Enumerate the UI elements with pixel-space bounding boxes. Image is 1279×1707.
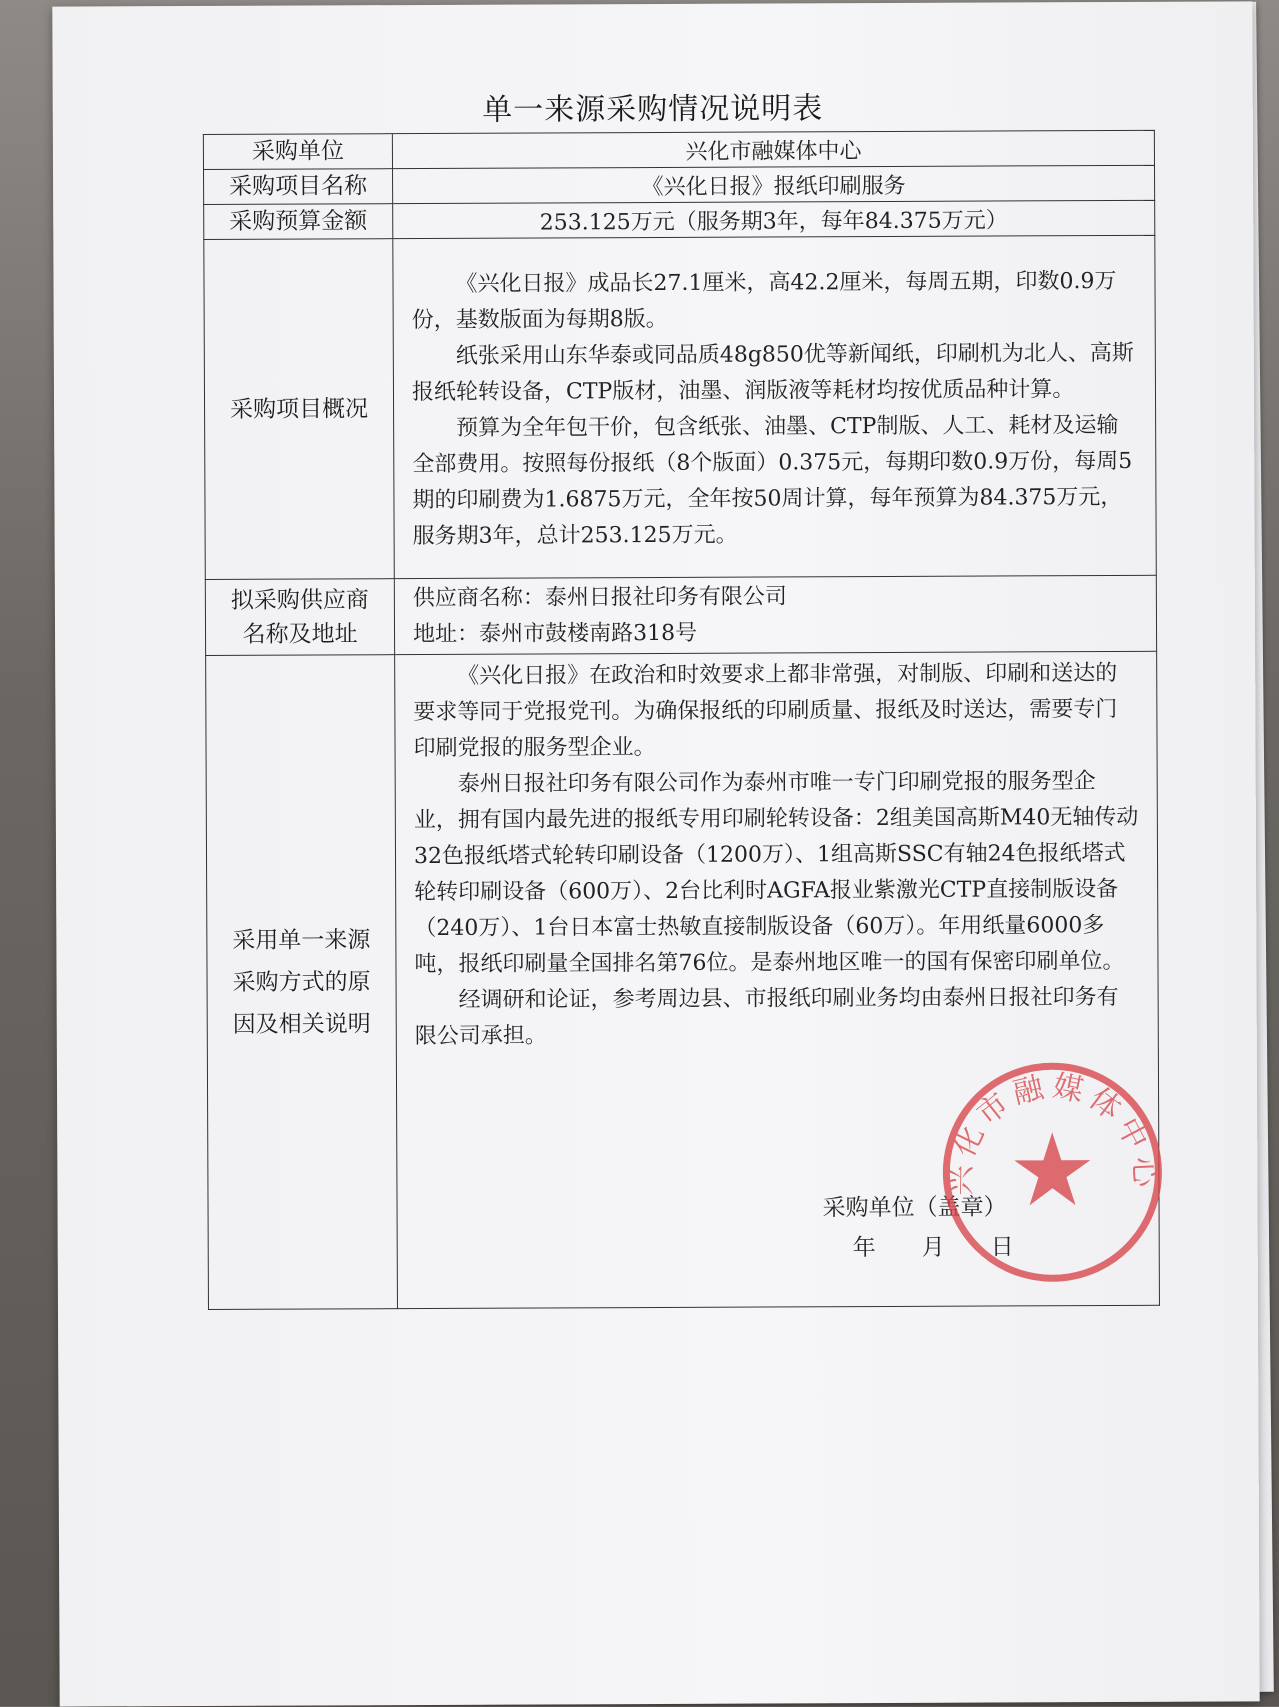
document-title: 单一来源采购情况说明表 xyxy=(482,91,824,128)
supplier-address-value: 泰州市鼓楼南路318号 xyxy=(478,620,698,647)
row-unit xyxy=(203,130,1154,169)
row-overview xyxy=(204,235,1156,579)
label-reason-line2: 采购方式的原 xyxy=(232,968,371,996)
seal-text: 兴化市融媒体中心 xyxy=(943,1068,1163,1196)
row-project-name xyxy=(204,165,1155,204)
reason-paragraph: 泰州日报社印务有限公司作为泰州市唯一专门印刷党报的服务型企业，拥有国内最先进的报纸专用印刷轮转设备：2组美国高斯M40无轴传动32色报纸塔式轮转印刷设备（1200万）、1组高斯SSC有轴24色报纸塔式轮转印刷设备（600万）、2台比利时AGFA报业紫激光CTP直接制版设备（240万）、1台日本富士热敏直接制版设备（60万）。年用纸量6000多吨，报纸印刷量全国排名第76位。是泰州地区唯一的国有保密印刷单位。 xyxy=(413,769,1139,978)
supplier-address-line xyxy=(395,613,1156,652)
official-seal xyxy=(937,1057,1168,1288)
supplier-name-value: 泰州日报社印务有限公司 xyxy=(544,583,787,610)
row-budget xyxy=(204,200,1155,239)
seal-star-icon xyxy=(1014,1132,1090,1205)
value-supplier xyxy=(394,575,1156,654)
label-project-name: 采购项目名称 xyxy=(204,169,393,205)
label-supplier xyxy=(205,579,394,656)
label-supplier-line1: 拟采购供应商 xyxy=(230,586,369,614)
overview-paragraph: 《兴化日报》成品长27.1厘米，高42.2厘米，每周五期，印数0.9万份，基数版面为每期8版。 xyxy=(411,268,1117,333)
value-project-name: 《兴化日报》报纸印刷服务 xyxy=(393,165,1155,203)
row-supplier xyxy=(205,575,1156,655)
document-page xyxy=(52,1,1259,1706)
sign-unit-label: 采购单位（盖章） xyxy=(822,1194,1007,1222)
overview-paragraph: 纸张采用山东华泰或同品质48g850优等新闻纸，印刷机为北人、高斯报纸轮转设备，CTP版材，油墨、润版液等耗材均按优质品种计算。 xyxy=(411,340,1134,405)
label-unit: 采购单位 xyxy=(203,134,392,170)
label-reason-line3: 因及相关说明 xyxy=(232,1010,371,1038)
value-unit: 兴化市融媒体中心 xyxy=(392,130,1154,168)
supplier-name-line xyxy=(395,577,1156,616)
value-overview xyxy=(393,235,1156,578)
reason-paragraph: 《兴化日报》在政治和时效要求上都非常强，对制版、印刷和送达的要求等同于党报党刊。为确保报纸的印刷质量、报纸及时送达，需要专门印刷党报的服务型企业。 xyxy=(413,660,1118,762)
supplier-address-key: 地址： xyxy=(412,621,480,647)
label-reason xyxy=(206,655,398,1310)
label-overview: 采购项目概况 xyxy=(204,239,394,580)
label-supplier-line2: 名称及地址 xyxy=(242,620,358,648)
sign-date-label: 年 月 日 xyxy=(852,1234,1014,1262)
value-budget: 253.125万元（服务期3年，每年84.375万元） xyxy=(393,200,1155,238)
reason-paragraph: 经调研和论证，参考周边县、市报纸印刷业务均由泰州日报社印务有限公司承担。 xyxy=(414,984,1119,1050)
label-reason-line1: 采用单一来源 xyxy=(232,926,371,954)
overview-paragraph: 预算为全年包干价，包含纸张、油墨、CTP制版、人工、耗材及运输全部费用。按照每份报纸（8个版面）0.375元，每期印数0.9万份，每周5期的印刷费为1.6875万元，全年按50周计算，每年预算为84.375万元，服务期3年，总计253.125万元。 xyxy=(412,412,1133,549)
label-budget: 采购预算金额 xyxy=(204,204,393,240)
supplier-name-key: 供应商名称： xyxy=(412,584,545,611)
